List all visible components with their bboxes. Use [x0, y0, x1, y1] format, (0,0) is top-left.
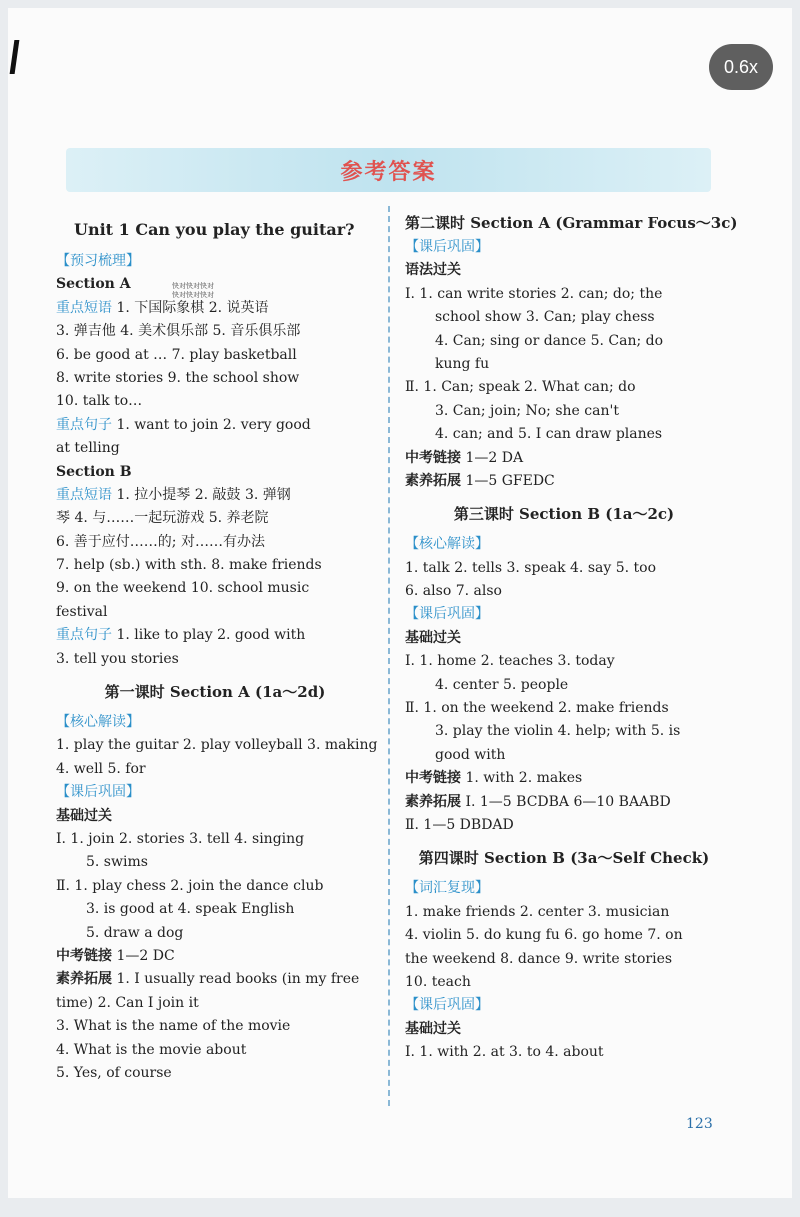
answer-line	[56, 624, 374, 647]
answer-line-text: 1. I usually read books (in my free	[112, 971, 360, 988]
answer-line: school show 3. Can; play chess	[435, 309, 655, 326]
answer-line: 6. 善于应付……的; 对……有办法	[56, 533, 265, 550]
answer-line-label: 中考链接	[56, 947, 112, 964]
answer-line: 3. tell you stories	[56, 650, 179, 667]
answer-line: Ⅰ. 1. can write stories 2. can; do; the	[405, 285, 663, 302]
section-label: 【词汇复现】	[405, 880, 489, 897]
answer-line-label: 中考链接	[405, 770, 461, 787]
section-label: 【课后巩固】	[56, 784, 140, 801]
section-label: 【课后巩固】	[405, 997, 489, 1014]
answer-line: 5. swims	[86, 854, 148, 871]
answer-line: good with	[435, 746, 506, 763]
unit-title: Unit 1 Can you play the guitar?	[74, 220, 355, 239]
answer-line: 4. What is the movie about	[56, 1041, 247, 1058]
answer-line-label: 重点短语	[56, 299, 112, 316]
answer-line: 10. talk to…	[56, 393, 143, 410]
answer-line-label: 重点短语	[56, 486, 112, 503]
answer-line-text: 1. with 2. makes	[461, 770, 583, 787]
answer-line: 8. write stories 9. the school show	[56, 369, 300, 386]
answer-line: kung fu	[435, 355, 490, 372]
answer-line: 1. play the guitar 2. play volleyball 3. making	[56, 737, 378, 754]
answer-line: Ⅰ. 1. with 2. at 3. to 4. about	[405, 1044, 604, 1061]
answer-line: 4. well 5. for	[56, 760, 146, 777]
answer-line	[56, 968, 374, 991]
column-divider	[388, 206, 390, 1106]
answer-line: 3. 弹吉他 4. 美术俱乐部 5. 音乐俱乐部	[56, 323, 301, 340]
subsection-heading: 基础过关	[56, 807, 112, 824]
page-title: 参考答案	[340, 160, 437, 185]
answer-line: 3. play the violin 4. help; with 5. is	[435, 723, 681, 740]
subsection-heading: 基础过关	[405, 629, 461, 646]
answer-line: 琴 4. 与……一起玩游戏 5. 养老院	[56, 510, 269, 527]
answer-line	[405, 767, 723, 790]
answer-line: Ⅱ. 1. on the weekend 2. make friends	[405, 700, 669, 717]
answer-line: 6. be good at … 7. play basketball	[56, 346, 297, 363]
answer-line	[405, 791, 723, 814]
lesson-title: 第二课时 Section A (Grammar Focus～3c)	[405, 214, 738, 232]
answer-line: 4. Can; sing or dance 5. Can; do	[435, 332, 664, 349]
answer-key-title-band	[66, 148, 711, 192]
section-label: 【核心解读】	[405, 536, 489, 553]
answer-line: 4. can; and 5. I can draw planes	[435, 426, 663, 443]
answer-line: festival	[56, 603, 108, 620]
answer-line	[56, 945, 374, 968]
answer-line-label: 素养拓展	[56, 971, 112, 988]
answer-line: Ⅱ. 1. Can; speak 2. What can; do	[405, 379, 636, 396]
answer-line	[56, 297, 374, 320]
answer-line: 9. on the weekend 10. school music	[56, 580, 310, 597]
section-label: 【预习梳理】	[56, 253, 140, 269]
answer-line: 7. help (sb.) with sth. 8. make friends	[56, 557, 322, 574]
answer-line-label: 素养拓展	[405, 793, 461, 810]
answer-line: 1. talk 2. tells 3. speak 4. say 5. too	[405, 559, 657, 576]
answer-line: time) 2. Can I join it	[56, 994, 199, 1011]
answer-line-label: 重点句子	[56, 627, 112, 644]
section-label: 【课后巩固】	[405, 239, 489, 255]
answer-line-text: Ⅰ. 1—5 BCDBA 6—10 BAABD	[461, 793, 671, 810]
answer-line-text: 1. like to play 2. good with	[112, 627, 306, 644]
answer-line-text: 1—5 GFEDC	[461, 472, 555, 489]
answer-line-label: 中考链接	[405, 449, 461, 466]
subsection-heading: 语法过关	[405, 262, 461, 279]
answer-line: 10. teach	[405, 973, 471, 990]
answer-line	[56, 484, 374, 507]
section-label: 【核心解读】	[56, 714, 140, 731]
answer-line-text: 1—2 DC	[112, 947, 175, 964]
answer-line: Ⅰ. 1. join 2. stories 3. tell 4. singing	[56, 830, 305, 847]
tiny-note-line: 快对快对快对	[172, 282, 214, 290]
answer-line: at telling	[56, 440, 120, 457]
answer-line: 6. also 7. also	[405, 583, 502, 600]
zoom-level-badge[interactable]: 0.6x	[709, 44, 773, 90]
answer-line: the weekend 8. dance 9. write stories	[405, 950, 673, 967]
section-heading: Section A	[56, 276, 131, 293]
page-number: 123	[686, 1116, 713, 1132]
section-heading: Section B	[56, 463, 132, 480]
answer-line: Ⅱ. 1. play chess 2. join the dance club	[56, 877, 324, 894]
left-answer-column	[56, 210, 378, 1085]
answer-line	[405, 470, 723, 493]
lesson-title: 第一课时 Section A (1a～2d)	[104, 683, 326, 702]
right-answer-column	[405, 210, 738, 1065]
answer-line: 3. is good at 4. speak English	[86, 901, 295, 918]
subsection-heading: 基础过关	[405, 1020, 461, 1037]
answer-line-text: 1—2 DA	[461, 449, 524, 466]
answer-line-text: 1. 拉小提琴 2. 敲鼓 3. 弹钢	[112, 486, 291, 503]
lesson-title: 第三课时 Section B (1a～2c)	[453, 505, 675, 524]
section-label: 【课后巩固】	[405, 606, 489, 623]
answer-line: Ⅱ. 1—5 DBDAD	[405, 816, 514, 833]
answer-line: Ⅰ. 1. home 2. teaches 3. today	[405, 653, 615, 670]
answer-line: 5. draw a dog	[86, 924, 184, 941]
lesson-title: 第四课时 Section B (3a～Self Check)	[418, 849, 710, 868]
answer-line-text: 1. 下国际象棋 2. 说英语	[112, 299, 269, 316]
answer-line: 3. What is the name of the movie	[56, 1018, 291, 1035]
answer-line: 4. violin 5. do kung fu 6. go home 7. on	[405, 927, 683, 944]
answer-line: 3. Can; join; No; she can't	[435, 402, 619, 419]
answer-line-text: 1. want to join 2. very good	[112, 416, 311, 433]
answer-line-label: 重点句子	[56, 416, 112, 433]
answer-line: 4. center 5. people	[435, 676, 569, 693]
answer-line-label: 素养拓展	[405, 472, 461, 489]
tiny-note-line: 快对快对快对	[172, 291, 214, 299]
answer-line	[405, 447, 723, 470]
answer-line: 5. Yes, of course	[56, 1064, 172, 1081]
answer-line: 1. make friends 2. center 3. musician	[405, 903, 670, 920]
answer-line	[56, 414, 374, 437]
